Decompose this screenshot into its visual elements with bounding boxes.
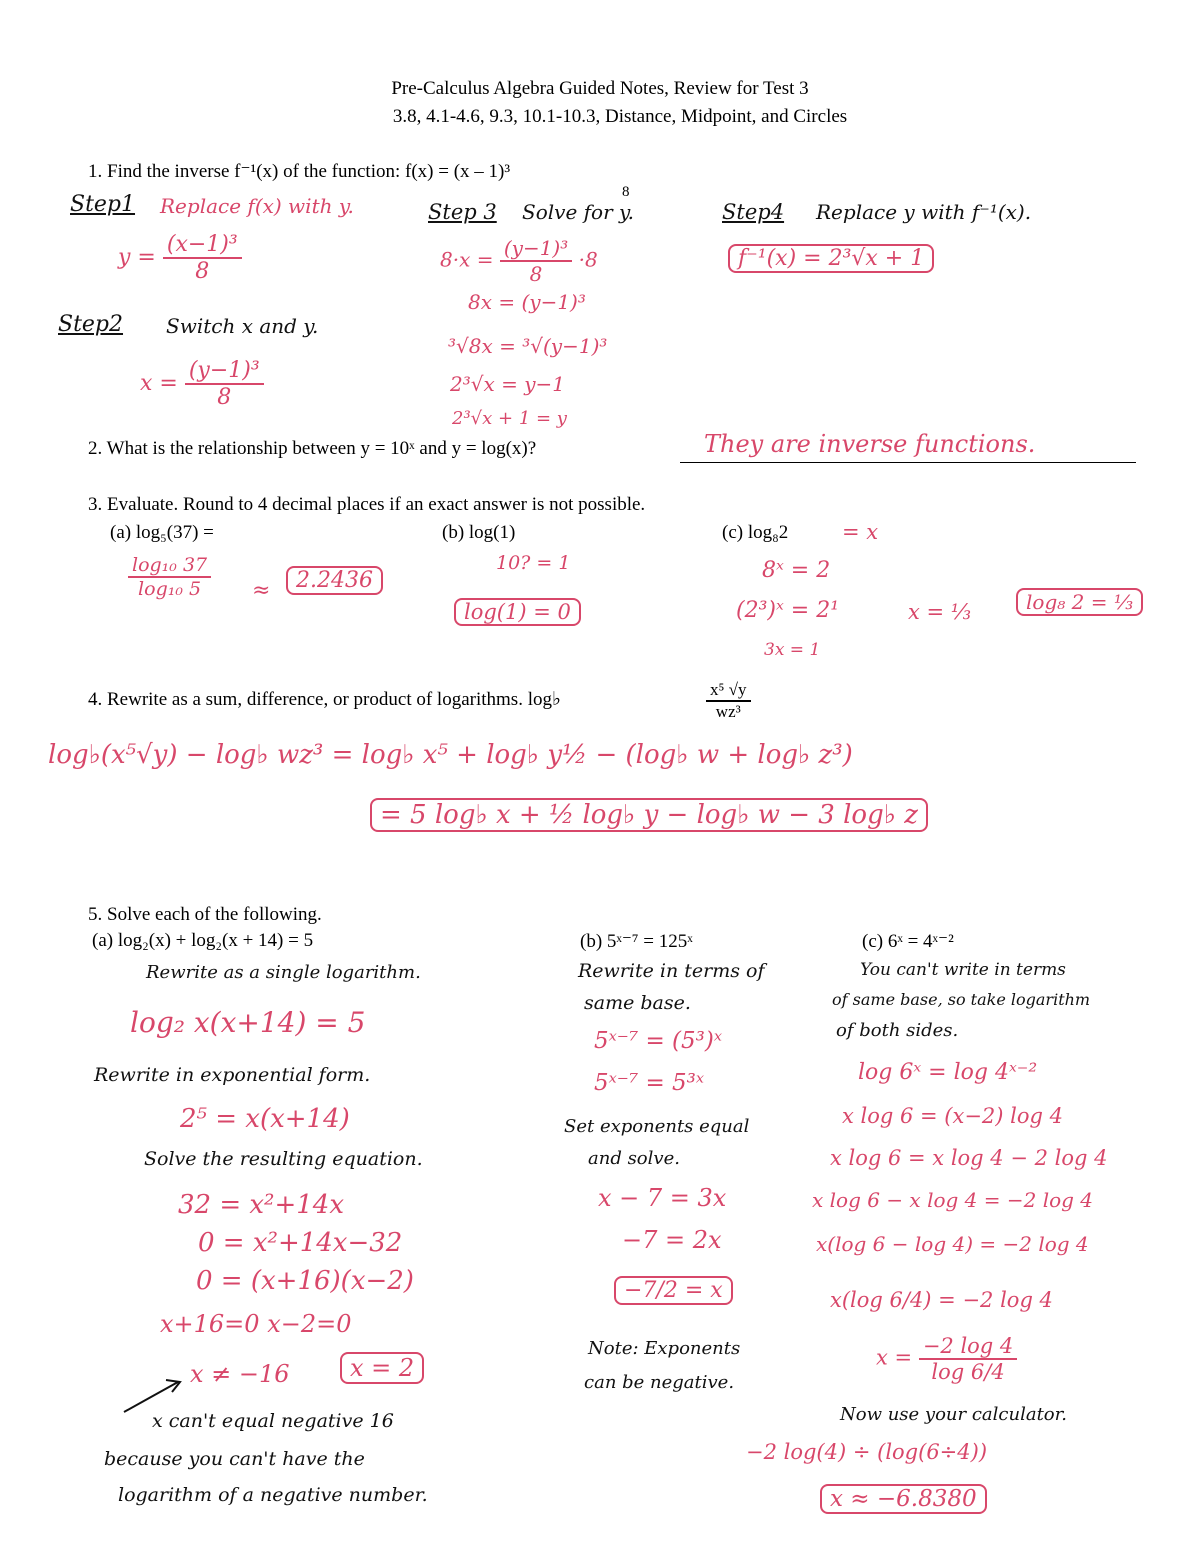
q4-prompt: 4. Rewrite as a sum, difference, or product of logarithms. log♭ (88, 689, 561, 710)
step4-title: Step4 (722, 200, 785, 224)
q5-prompt: 5. Solve each of the following. (88, 904, 322, 925)
q5a-work2: 2⁵ = x(x+14) (180, 1104, 350, 1134)
step1-equation: y = $\frac{\text{(x−1)³}}{8}$ (118, 232, 242, 284)
q5c-work6: x(log 6/4) = −2 log 4 (830, 1288, 1053, 1312)
q5a-work3: 32 = x²+14x (178, 1190, 345, 1220)
step1-title: Step1 (70, 192, 136, 217)
step2-equation: x = $\frac{\text{(y−1)³}}{8}$ (140, 358, 264, 410)
q5a-note2: Rewrite in exponential form. (94, 1064, 371, 1086)
step3-title: Step 3 (428, 200, 497, 224)
q5c-work5: x(log 6 − log 4) = −2 log 4 (816, 1232, 1089, 1256)
q3b-work: 10? = 1 (496, 552, 571, 574)
q2-answer-line (680, 462, 1136, 463)
q5c-answer-box: x ≈ −6.8380 (820, 1484, 987, 1514)
q3c-work3: 3x = 1 (764, 640, 821, 660)
q5c-note1: You can't write in terms (860, 960, 1066, 980)
q5a-work7: x ≠ −16 (190, 1360, 290, 1388)
q5a-answer-box: x = 2 (340, 1352, 424, 1384)
q5a-note5: because you can't have the (104, 1448, 365, 1470)
q5c-label: (c) 6ˣ = 4ˣ⁻² (862, 931, 954, 952)
q5b-work4: −7 = 2x (622, 1226, 722, 1254)
q5c-work4: x log 6 − x log 4 = −2 log 4 (812, 1188, 1094, 1212)
step4-text: Replace y with f⁻¹(x). (816, 200, 1032, 224)
q5a-work1: log₂ x(x+14) = 5 (130, 1006, 366, 1039)
q5a-note3: Solve the resulting equation. (144, 1148, 423, 1170)
q5b-work3: x − 7 = 3x (598, 1184, 727, 1212)
step3-text: Solve for y. (522, 200, 634, 224)
q5b-note2: same base. (584, 992, 691, 1014)
step3-line3: ³√8x = ³√(y−1)³ (448, 334, 608, 358)
q5b-answer-box: −7/2 = x (614, 1276, 733, 1305)
q5b-note1: Rewrite in terms of (578, 960, 765, 982)
q3c-label: (c) log₈2 (722, 522, 789, 543)
q1-denominator: 8 (622, 184, 630, 200)
q5a-note6: logarithm of a negative number. (118, 1484, 428, 1506)
q5b-work2: 5ˣ⁻⁷ = 5³ˣ (594, 1070, 705, 1096)
q3c-work2: (2³)ˣ = 2¹ (736, 598, 840, 623)
q5c-note2: of same base, so take logarithm (832, 990, 1091, 1009)
q3b-answer-box: log(1) = 0 (454, 598, 581, 626)
q3c-answer-box: log₈ 2 = ⅓ (1016, 588, 1143, 616)
step3-line2: 8x = (y−1)³ (468, 290, 586, 314)
q5b-note3: Set exponents equal (564, 1116, 750, 1137)
step2-title: Step2 (58, 312, 124, 337)
q5c-work7: x = $\frac{-2 \log 4}{\log 6/4}$ (876, 1334, 1017, 1384)
q5c-work1: log 6ˣ = log 4ˣ⁻² (858, 1060, 1038, 1085)
q3-prompt: 3. Evaluate. Round to 4 decimal places if an exact answer is not possible. (88, 494, 646, 515)
q5c-work3: x log 6 = x log 4 − 2 log 4 (830, 1146, 1108, 1170)
q5a-label: (a) log₂(x) + log₂(x + 14) = 5 (92, 930, 314, 951)
q5c-note3: of both sides. (836, 1020, 959, 1041)
step1-text: Replace f(x) with y. (160, 194, 354, 218)
page-title: Pre-Calculus Algebra Guided Notes, Review for Test 3 (391, 78, 809, 99)
step4-answer-box: f⁻¹(x) = 2³√x + 1 (728, 244, 934, 273)
q3a-label: (a) log₅(37) = (110, 522, 214, 543)
q5c-work2: x log 6 = (x−2) log 4 (842, 1104, 1064, 1128)
q5a-note1: Rewrite as a single logarithm. (146, 962, 421, 983)
step3-line5: 2³√x + 1 = y (452, 408, 567, 429)
q5c-work8: −2 log(4) ÷ (log(6÷4)) (746, 1440, 988, 1464)
q5b-note6: can be negative. (584, 1372, 735, 1393)
q3c-work1: 8ˣ = 2 (762, 558, 831, 583)
page-subtitle: 3.8, 4.1-4.6, 9.3, 10.1-10.3, Distance, Midpoint, and Circles (392, 106, 848, 127)
q3b-label: (b) log(1) (442, 522, 516, 543)
q4-expression: $\frac{\text{x⁵ √y}}{\text{wz³}}$ (706, 680, 751, 722)
q3a-approx: ≈ (252, 578, 271, 603)
q5b-note5: Note: Exponents (588, 1338, 741, 1359)
q1-prompt: 1. Find the inverse f⁻¹(x) of the function: f(x) = (x – 1)³ (88, 161, 511, 182)
q5b-note4: and solve. (588, 1148, 680, 1169)
step2-text: Switch x and y. (166, 314, 319, 338)
q2-prompt: 2. What is the relationship between y = 10ˣ and y = log(x)? (88, 438, 537, 459)
q3a-answer-box: 2.2436 (286, 566, 383, 595)
q5a-work5: 0 = (x+16)(x−2) (196, 1266, 414, 1296)
q4-answer-box: = 5 log♭ x + ½ log♭ y − log♭ w − 3 log♭ z (370, 798, 928, 832)
q5c-note4: Now use your calculator. (840, 1404, 1067, 1425)
q3c-equals-x: = x (842, 520, 879, 544)
q5a-work4: 0 = x²+14x−32 (198, 1228, 403, 1258)
step3-line1: 8·x = $\frac{\text{(y−1)³}}{8}$ ·8 (440, 236, 598, 286)
q5a-work6: x+16=0 x−2=0 (160, 1310, 352, 1338)
q4-line1: log♭(x⁵√y) − log♭ wz³ = log♭ x⁵ + log♭ y½ − (log♭ w + log♭ z³) (48, 740, 853, 770)
step3-line4: 2³√x = y−1 (450, 372, 566, 396)
q3a-fraction: $\frac{\text{log₁₀ 37}}{\text{log₁₀ 5}}$ (128, 554, 211, 600)
q5b-label: (b) 5ˣ⁻⁷ = 125ˣ (580, 931, 693, 952)
q5b-work1: 5ˣ⁻⁷ = (5³)ˣ (594, 1028, 723, 1054)
q3c-work4: x = ⅓ (908, 600, 972, 624)
q2-answer: They are inverse functions. (704, 430, 1036, 458)
q5a-note4: x can't equal negative 16 (152, 1410, 394, 1432)
